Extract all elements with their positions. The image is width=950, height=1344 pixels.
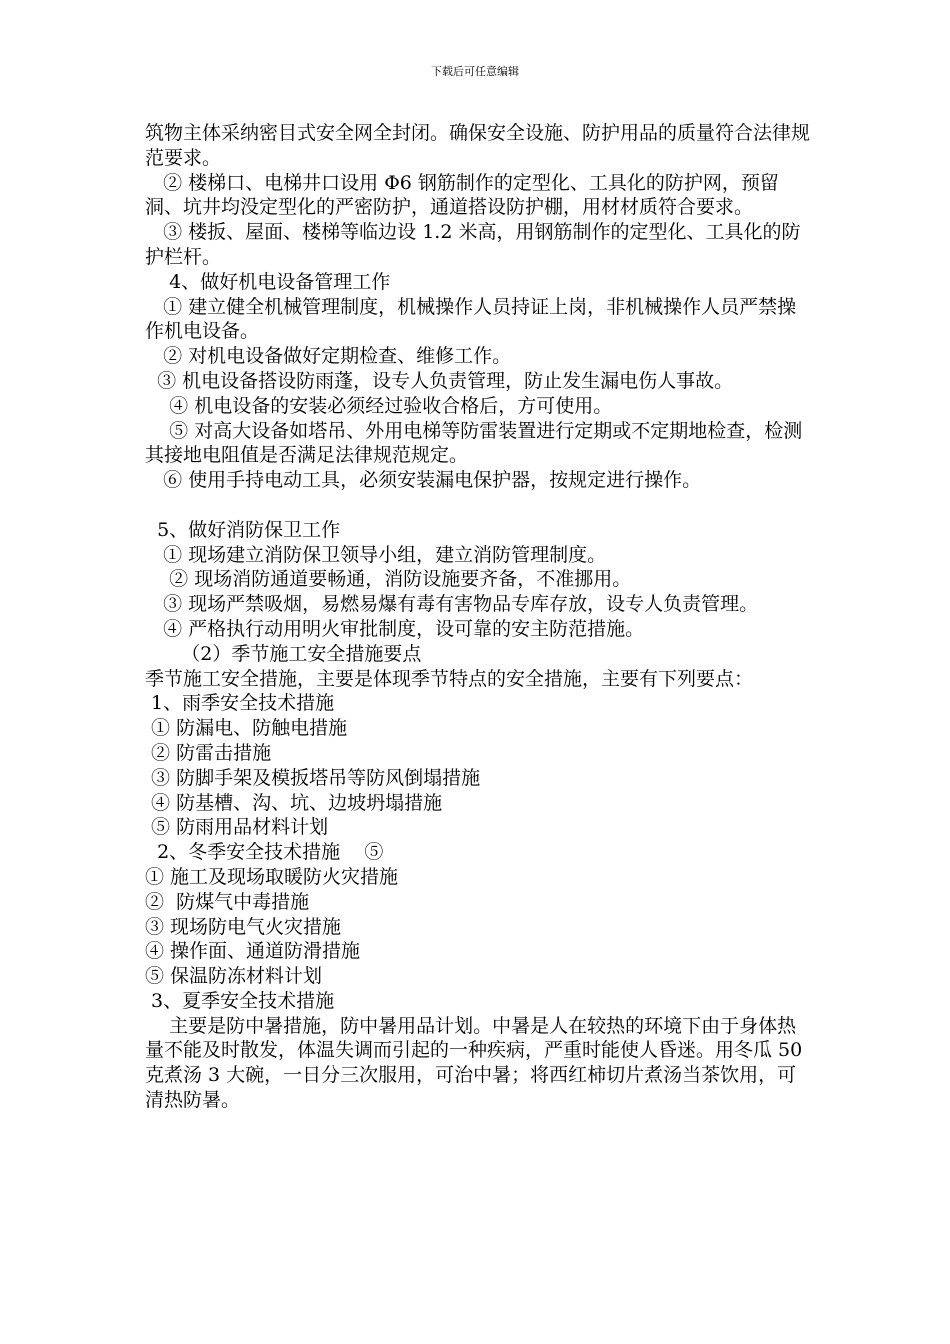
list-item: ② 防煤气中毒措施 bbox=[145, 890, 310, 913]
paragraph: ② 对机电设备做好定期检查、维修工作。 bbox=[145, 345, 512, 368]
list-item: ① 防漏电、防触电措施 bbox=[145, 717, 348, 740]
paragraph: 主要是防中暑措施，防中暑用品计划。中暑是人在较热的环境下由于身体热量不能及时散发，体温失调而引起的一种疾病，严重时能使人昏迷。用冬瓜 50 克煮汤 3 大碗，一日分三次服用，可治中暑；将西红柿切片煮汤当茶饮用，可清热防暑。 bbox=[145, 1014, 809, 1112]
page-header: 下载后可任意编辑 bbox=[431, 65, 519, 78]
section-heading: 5、做好消防保卫工作 bbox=[145, 518, 341, 541]
paragraph: ③ 机电设备搭设防雨蓬，设专人负责管理，防止发生漏电伤人事故。 bbox=[145, 369, 734, 392]
paragraph: ③ 现场严禁吸烟，易燃易爆有毒有害物品专库存放，设专人负责管理。 bbox=[145, 593, 759, 616]
paragraph: ③ 楼扳、屋面、楼梯等临边设 1.2 米高，用钢筋制作的定型化、工具化的防护栏杆。 bbox=[145, 221, 801, 268]
paragraph: ④ 机电设备的安装必须经过验收合格后，方可使用。 bbox=[145, 394, 613, 417]
paragraph: ② 现场消防通道要畅通，消防设施要齐备，不准挪用。 bbox=[145, 568, 632, 591]
section-heading: 1、雨季安全技术措施 bbox=[145, 692, 335, 715]
paragraph: 季节施工安全措施，主要是体现季节特点的安全措施，主要有下列要点： bbox=[145, 667, 754, 690]
section-heading: 3、夏季安全技术措施 bbox=[145, 989, 335, 1012]
blank-line bbox=[145, 493, 810, 518]
section-heading: 2、冬季安全技术措施 ⑤ bbox=[145, 841, 384, 864]
paragraph: 筑物主体采纳密目式安全网全封闭。确保安全设施、防护用品的质量符合法律规范要求。 bbox=[145, 122, 811, 169]
list-item: ⑤ 保温防冻材料计划 bbox=[145, 965, 323, 988]
paragraph: ② 楼梯口、电梯井口设用 Φ6 钢筋制作的定型化、工具化的防护网，预留洞、坑井均没定型化的严密防护，通道搭设防护棚，用材材质符合要求。 bbox=[145, 171, 779, 219]
section-heading: （2）季节施工安全措施要点 bbox=[145, 642, 422, 665]
list-item: ④ 防基槽、沟、坑、边坡坍塌措施 bbox=[145, 791, 443, 814]
paragraph: ① 建立健全机械管理制度，机械操作人员持证上岗，非机械操作人员严禁操作机电设备。 bbox=[145, 295, 797, 343]
paragraph: ④ 严格执行动用明火审批制度，设可靠的安主防范措施。 bbox=[145, 617, 645, 640]
paragraph: ⑥ 使用手持电动工具，必须安装漏电保护器，按规定进行操作。 bbox=[145, 469, 702, 492]
list-item: ③ 现场防电气火灾措施 bbox=[145, 915, 342, 938]
paragraph: ① 现场建立消防保卫领导小组，建立消防管理制度。 bbox=[145, 543, 607, 566]
list-item: ② 防雷击措施 bbox=[145, 741, 272, 764]
list-item: ① 施工及现场取暖防火灾措施 bbox=[145, 865, 399, 888]
list-item: ③ 防脚手架及模扳塔吊等防风倒塌措施 bbox=[145, 766, 481, 789]
list-item: ④ 操作面、通道防滑措施 bbox=[145, 940, 361, 963]
list-item: ⑤ 防雨用品材料计划 bbox=[145, 816, 329, 839]
document-body bbox=[145, 121, 810, 1113]
paragraph: ⑤ 对高大设备如塔吊、外用电梯等防雷装置进行定期或不定期地检查，检测其接地电阻值是否满足法律规范规定。 bbox=[145, 419, 803, 467]
section-heading: 4、做好机电设备管理工作 bbox=[145, 270, 391, 293]
